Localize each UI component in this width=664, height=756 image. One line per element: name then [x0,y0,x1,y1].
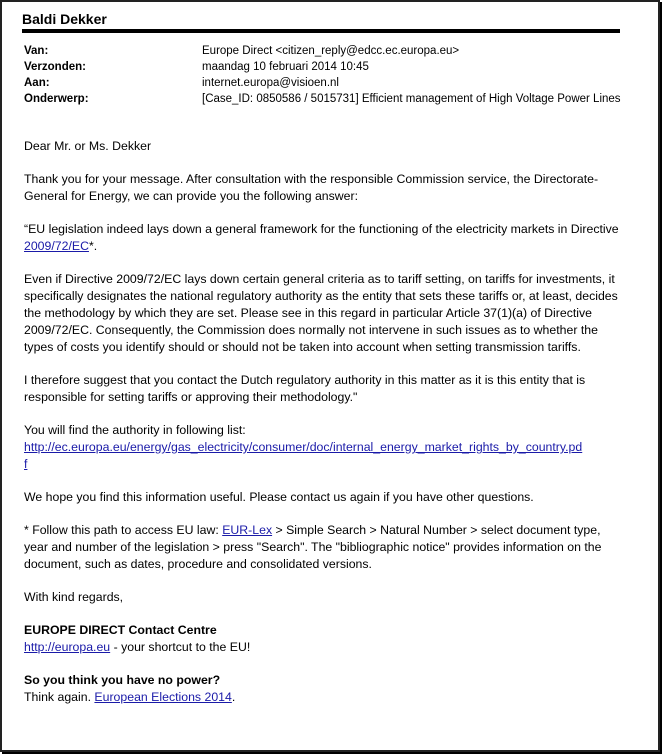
authority-list-link-cont[interactable]: f [24,457,28,471]
power-post: . [231,690,236,704]
email-body [24,138,624,722]
europa-link[interactable]: http://europa.eu [24,640,111,654]
directive-link[interactable]: 2009/72/EC [24,239,89,253]
sent-label: Verzonden: [24,61,86,73]
elections-link[interactable]: European Elections 2014 [94,690,232,704]
quote1-text: “EU legislation indeed lays down a general framework for the functioning of the electricity markets in Directive [24,222,619,236]
to-value: internet.europa@visioen.nl [202,77,339,89]
quote-paragraph-1 [24,221,624,255]
footnote-pre: * Follow this path to access EU law: [24,523,223,537]
power-pre: Think again. [24,690,95,704]
quote1-asterisk: *. [88,239,98,253]
power-block [24,672,624,706]
sent-value: maandag 10 februari 2014 10:45 [202,61,369,73]
centre-tagline: - your shortcut to the EU! [110,640,251,654]
greeting: Dear Mr. or Ms. Dekker [24,139,152,153]
hope-paragraph: We hope you find this information useful. Please contact us again if you have other questions. [24,490,534,504]
quote-paragraph-2: Even if Directive 2009/72/EC lays down certain general criteria as to tariff setting, on tariffs for investments, it specifically designates the national regulatory authority as the entity that sets these tariffs or, at least, decides the methodology by which they are set. Please see in this regard in particular Article 37(1)(a) of Directive 2009/72/EC. Consequently, the Commission does normally not intervene in such issues as to whether the types of costs you identify should or should not be taken into account when setting transmission tariffs. [24,272,618,354]
footnote-paragraph [24,522,624,573]
to-label: Aan: [24,77,50,89]
footnote-post: > Simple Search > Natural Number > select document type, year and number of the legislation > press "Search". The "bibliographic notice" provides information on the document, such as dates, procedure and consolidated versions. [24,523,602,571]
authority-list-paragraph [24,422,624,473]
intro-paragraph: Thank you for your message. After consultation with the responsible Commission service, the Directorate-General for Energy, we can provide you the following answer: [24,172,599,203]
subject-label: Onderwerp: [24,93,89,105]
quote-paragraph-3: I therefore suggest that you contact the Dutch regulatory authority in this matter as it is this entity that is responsible for setting tariffs or approving their methodology." [24,373,586,404]
authority-list-link[interactable]: http://ec.europa.eu/energy/gas_electricity/consumer/doc/internal_energy_market_rights_by_country.pd [24,440,583,454]
eur-lex-link[interactable]: EUR-Lex [222,523,273,537]
sender-name: Baldi Dekker [22,11,107,27]
header-divider [22,29,620,33]
signature-block [24,622,624,656]
power-question: So you think you have no power? [24,673,221,687]
from-value: Europe Direct <citizen_reply@edcc.ec.europa.eu> [202,45,460,57]
closing: With kind regards, [24,590,124,604]
contact-centre-name: EUROPE DIRECT Contact Centre [24,623,217,637]
subject-value: [Case_ID: 0850586 / 5015731] Efficient management of High Voltage Power Lines [202,93,621,105]
from-label: Van: [24,45,49,57]
list-intro: You will find the authority in following list: [24,423,246,437]
